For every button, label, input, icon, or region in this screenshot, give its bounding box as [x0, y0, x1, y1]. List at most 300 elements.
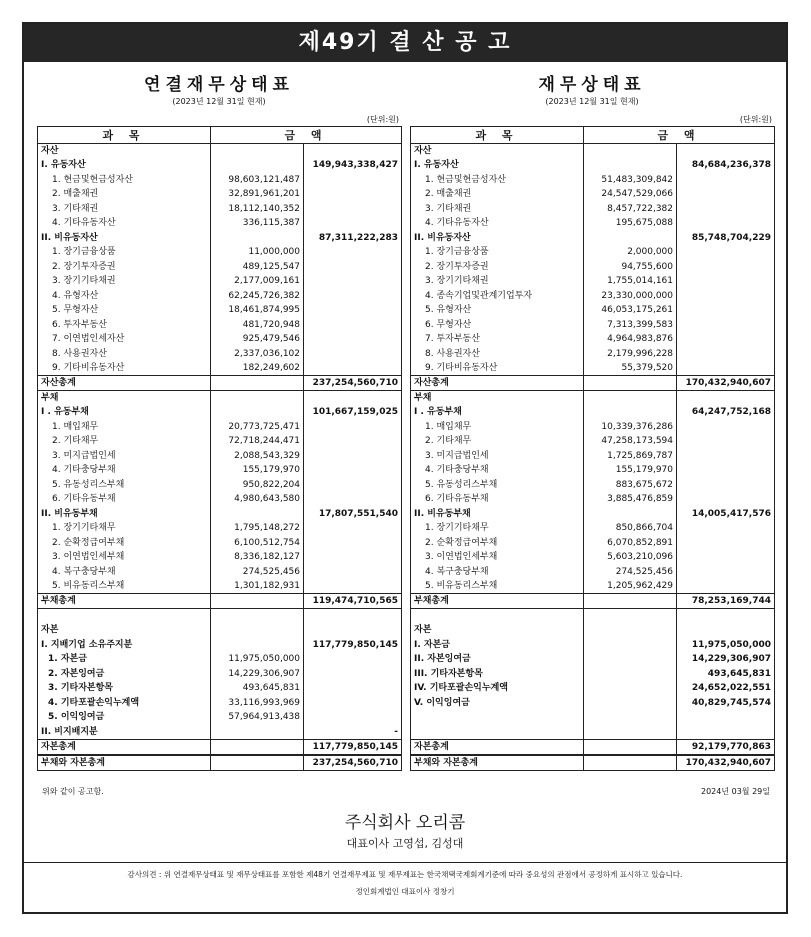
row-label: 자산총계: [411, 376, 584, 391]
row-total-amount: 170,432,940,607: [677, 376, 775, 391]
row-label: 5. 유동성리스부채: [411, 478, 584, 493]
table-header: [38, 127, 402, 144]
row-label: 1. 장기금융상품: [38, 245, 211, 260]
row-total-amount: [304, 144, 402, 159]
row-detail-amount: 18,112,140,352: [211, 202, 304, 217]
row-detail-amount: 336,115,387: [211, 216, 304, 231]
row-total-amount: [677, 173, 775, 188]
table-row: [411, 376, 775, 391]
row-label: II. 비유동자산: [38, 231, 211, 246]
row-label: 1. 장기금융상품: [411, 245, 584, 260]
row-total-amount: [304, 391, 402, 406]
row-detail-amount: 850,866,704: [584, 521, 677, 536]
row-total-amount: 78,253,169,744: [677, 594, 775, 609]
table-row: [38, 550, 402, 565]
row-label: II. 비지배지분: [38, 725, 211, 740]
row-total-amount: [677, 710, 775, 725]
row-label: II. 자본잉여금: [411, 652, 584, 667]
table-row: [38, 260, 402, 275]
balance-table: [410, 126, 775, 771]
row-detail-amount: 32,891,961,201: [211, 187, 304, 202]
row-total-amount: [677, 274, 775, 289]
row-total-amount: [304, 420, 402, 435]
row-label: [411, 725, 584, 740]
table-row: [38, 289, 402, 304]
row-label: 3. 장기기타채권: [38, 274, 211, 289]
row-label: I . 유동부채: [411, 405, 584, 420]
unit-label: (단위:원): [366, 115, 399, 124]
table-row: [38, 274, 402, 289]
row-label: 2. 매출채권: [38, 187, 211, 202]
row-detail-amount: [584, 594, 677, 609]
row-label: 부채와 자본총계: [38, 755, 211, 771]
table-row: [38, 347, 402, 362]
table-row: [38, 245, 402, 260]
row-label: 2. 순확정급여부채: [411, 536, 584, 551]
row-label: [411, 609, 584, 624]
row-label: 4. 종속기업및관계기업투자: [411, 289, 584, 304]
row-detail-amount: [211, 739, 304, 755]
row-detail-amount: [211, 158, 304, 173]
table-row: [38, 652, 402, 667]
row-total-amount: [304, 536, 402, 551]
table-row: [38, 565, 402, 580]
row-detail-amount: 925,479,546: [211, 332, 304, 347]
row-detail-amount: 3,885,476,859: [584, 492, 677, 507]
row-label: 6. 투자부동산: [38, 318, 211, 333]
row-detail-amount: [584, 667, 677, 682]
row-detail-amount: 7,313,399,583: [584, 318, 677, 333]
row-total-amount: [677, 187, 775, 202]
row-label: 3. 이연법인세부채: [411, 550, 584, 565]
row-total-amount: [677, 202, 775, 217]
row-total-amount: [677, 216, 775, 231]
row-total-amount: 14,229,306,907: [677, 652, 775, 667]
table-row: [411, 696, 775, 711]
row-detail-amount: 8,336,182,127: [211, 550, 304, 565]
section-title: 연결재무상태표: [144, 75, 294, 95]
row-total-amount: 85,748,704,229: [677, 231, 775, 246]
table-row: [411, 303, 775, 318]
row-label: 부채와 자본총계: [411, 755, 584, 771]
table-row: [38, 609, 402, 624]
row-total-amount: [304, 710, 402, 725]
row-detail-amount: [584, 652, 677, 667]
row-detail-amount: 23,330,000,000: [584, 289, 677, 304]
table-row: [411, 245, 775, 260]
row-label: 3. 기타자본항목: [38, 681, 211, 696]
row-detail-amount: [211, 594, 304, 609]
row-detail-amount: [211, 725, 304, 740]
row-detail-amount: [584, 144, 677, 159]
table-row: [38, 696, 402, 711]
balance-table: [37, 126, 402, 771]
row-total-amount: [677, 332, 775, 347]
row-label: 부채: [38, 391, 211, 406]
row-label: I. 자본금: [411, 638, 584, 653]
row-detail-amount: 98,603,121,487: [211, 173, 304, 188]
header-amount: 금 액: [584, 127, 775, 144]
row-detail-amount: 6,070,852,891: [584, 536, 677, 551]
section-date: (2023년 12월 31일 현재): [172, 97, 266, 106]
row-label: III. 기타자본항목: [411, 667, 584, 682]
table-row: [411, 202, 775, 217]
table-row: [38, 187, 402, 202]
row-detail-amount: 1,301,182,931: [211, 579, 304, 594]
row-total-amount: 117,779,850,145: [304, 638, 402, 653]
announcement-frame: [22, 22, 788, 914]
table-row: [411, 391, 775, 406]
table-row: [411, 420, 775, 435]
row-label: 5. 이익잉여금: [38, 710, 211, 725]
row-label: 8. 사용권자산: [411, 347, 584, 362]
row-detail-amount: [584, 609, 677, 624]
table-row: [411, 144, 775, 159]
row-label: 1. 현금및현금성자산: [38, 173, 211, 188]
table-row: [38, 318, 402, 333]
row-total-amount: [304, 173, 402, 188]
auditor-name: 정인회계법인 대표이사 정창기: [355, 887, 455, 896]
row-total-amount: 92,179,770,863: [677, 739, 775, 755]
row-label: 2. 매출채권: [411, 187, 584, 202]
row-label: 자산: [411, 144, 584, 159]
row-label: 4. 기타충당부채: [411, 463, 584, 478]
table-row: [38, 420, 402, 435]
row-total-amount: [677, 347, 775, 362]
row-total-amount: 14,005,417,576: [677, 507, 775, 522]
row-detail-amount: 274,525,456: [584, 565, 677, 580]
table-row: [411, 755, 775, 771]
row-detail-amount: 72,718,244,471: [211, 434, 304, 449]
table-row: [38, 376, 402, 391]
row-detail-amount: 883,675,672: [584, 478, 677, 493]
row-total-amount: [677, 463, 775, 478]
row-label: 4. 기타유동자산: [38, 216, 211, 231]
row-detail-amount: [584, 158, 677, 173]
table-row: [38, 681, 402, 696]
row-total-amount: [677, 725, 775, 740]
table-row: [411, 274, 775, 289]
table-row: [411, 187, 775, 202]
row-detail-amount: 155,179,970: [211, 463, 304, 478]
notice-text: 위와 같이 공고함.: [42, 787, 104, 796]
row-label: 자본: [38, 623, 211, 638]
row-detail-amount: 155,179,970: [584, 463, 677, 478]
row-detail-amount: [584, 725, 677, 740]
row-detail-amount: 11,975,050,000: [211, 652, 304, 667]
table-row: [38, 144, 402, 159]
table-row: [38, 594, 402, 609]
row-detail-amount: [211, 623, 304, 638]
table-row: [411, 289, 775, 304]
row-detail-amount: 4,964,983,876: [584, 332, 677, 347]
row-detail-amount: 20,773,725,471: [211, 420, 304, 435]
row-total-amount: 17,807,551,540: [304, 507, 402, 522]
row-label: 2. 자본잉여금: [38, 667, 211, 682]
table-row: [411, 594, 775, 609]
row-total-amount: [677, 318, 775, 333]
table-row: [38, 710, 402, 725]
row-label: [38, 609, 211, 624]
row-label: 9. 기타비유동자산: [411, 361, 584, 376]
table-row: [38, 449, 402, 464]
table-row: [38, 638, 402, 653]
row-detail-amount: [584, 638, 677, 653]
row-total-amount: [304, 347, 402, 362]
row-total-amount: [304, 478, 402, 493]
row-total-amount: [304, 434, 402, 449]
table-row: [38, 478, 402, 493]
row-total-amount: [304, 245, 402, 260]
row-label: [411, 710, 584, 725]
table-row: [38, 739, 402, 755]
row-detail-amount: [584, 376, 677, 391]
table-row: [411, 739, 775, 755]
table-row: [411, 609, 775, 624]
row-label: II. 비유동부채: [38, 507, 211, 522]
row-label: 3. 이연법인세부채: [38, 550, 211, 565]
row-label: 3. 기타채권: [38, 202, 211, 217]
table-row: [38, 507, 402, 522]
row-detail-amount: 18,461,874,995: [211, 303, 304, 318]
row-detail-amount: [211, 507, 304, 522]
row-label: 9. 기타비유동자산: [38, 361, 211, 376]
row-total-amount: 237,254,560,710: [304, 755, 402, 771]
row-total-amount: 117,779,850,145: [304, 739, 402, 755]
table-row: [38, 667, 402, 682]
row-label: I. 유동자산: [38, 158, 211, 173]
row-total-amount: [304, 463, 402, 478]
row-total-amount: [304, 579, 402, 594]
row-total-amount: [304, 260, 402, 275]
table-row: [411, 638, 775, 653]
table-row: [411, 725, 775, 740]
row-detail-amount: 55,379,520: [584, 361, 677, 376]
table-row: [411, 550, 775, 565]
row-total-amount: [677, 361, 775, 376]
row-total-amount: 149,943,338,427: [304, 158, 402, 173]
row-label: 5. 무형자산: [38, 303, 211, 318]
row-label: 3. 기타채권: [411, 202, 584, 217]
table-row: [411, 332, 775, 347]
row-total-amount: 11,975,050,000: [677, 638, 775, 653]
row-detail-amount: [211, 638, 304, 653]
row-total-amount: [304, 187, 402, 202]
table-row: [38, 216, 402, 231]
row-detail-amount: 2,177,009,161: [211, 274, 304, 289]
row-total-amount: 40,829,745,574: [677, 696, 775, 711]
table-row: [38, 332, 402, 347]
row-total-amount: 84,684,236,378: [677, 158, 775, 173]
row-total-amount: [677, 550, 775, 565]
section-title: 재무상태표: [538, 75, 646, 95]
table-row: [38, 536, 402, 551]
row-total-amount: [677, 420, 775, 435]
table-row: [38, 303, 402, 318]
row-label: 1. 매입채무: [38, 420, 211, 435]
table-row: [411, 158, 775, 173]
row-total-amount: [304, 449, 402, 464]
row-total-amount: 64,247,752,168: [677, 405, 775, 420]
row-total-amount: [304, 565, 402, 580]
row-detail-amount: 1,755,014,161: [584, 274, 677, 289]
row-label: 5. 비유동리스부채: [411, 579, 584, 594]
table-body: [411, 144, 775, 771]
row-label: 2. 순확정급여부채: [38, 536, 211, 551]
table-row: [411, 536, 775, 551]
row-label: 6. 무형자산: [411, 318, 584, 333]
row-label: I . 유동부채: [38, 405, 211, 420]
separate-balance-sheet: [410, 74, 774, 771]
row-detail-amount: [584, 739, 677, 755]
divider: [24, 862, 786, 863]
table-row: [411, 652, 775, 667]
row-label: I. 유동자산: [411, 158, 584, 173]
row-detail-amount: 493,645,831: [211, 681, 304, 696]
row-detail-amount: 10,339,376,286: [584, 420, 677, 435]
row-detail-amount: 14,229,306,907: [211, 667, 304, 682]
row-total-amount: [304, 667, 402, 682]
table-row: [411, 492, 775, 507]
table-row: [411, 710, 775, 725]
table-row: [411, 173, 775, 188]
row-detail-amount: [584, 681, 677, 696]
row-detail-amount: [211, 755, 304, 771]
row-label: V. 이익잉여금: [411, 696, 584, 711]
row-detail-amount: [584, 623, 677, 638]
row-total-amount: [677, 391, 775, 406]
row-label: 자산: [38, 144, 211, 159]
table-row: [38, 202, 402, 217]
row-label: 자본총계: [411, 739, 584, 755]
row-detail-amount: 62,245,726,382: [211, 289, 304, 304]
table-row: [411, 216, 775, 231]
row-label: 3. 장기기타채권: [411, 274, 584, 289]
row-total-amount: 119,474,710,565: [304, 594, 402, 609]
row-detail-amount: 1,205,962,429: [584, 579, 677, 594]
table-row: [38, 463, 402, 478]
table-row: [38, 623, 402, 638]
row-total-amount: 170,432,940,607: [677, 755, 775, 771]
row-detail-amount: [584, 405, 677, 420]
row-label: 8. 사용권자산: [38, 347, 211, 362]
row-detail-amount: 6,100,512,754: [211, 536, 304, 551]
row-total-amount: [677, 492, 775, 507]
unit-label: (단위:원): [739, 115, 772, 124]
table-row: [411, 347, 775, 362]
row-label: 1. 매입채무: [411, 420, 584, 435]
row-total-amount: [304, 289, 402, 304]
row-label: 2. 기타채무: [411, 434, 584, 449]
row-total-amount: [304, 550, 402, 565]
table-row: [411, 231, 775, 246]
row-label: 7. 이연법인세자산: [38, 332, 211, 347]
row-label: 부채총계: [411, 594, 584, 609]
row-label: 4. 기타유동자산: [411, 216, 584, 231]
row-label: 1. 현금및현금성자산: [411, 173, 584, 188]
table-row: [411, 521, 775, 536]
table-row: [411, 260, 775, 275]
table-row: [411, 405, 775, 420]
table-row: [38, 158, 402, 173]
row-label: 3. 미지급법인세: [411, 449, 584, 464]
table-row: [38, 579, 402, 594]
row-total-amount: [304, 609, 402, 624]
table-row: [411, 463, 775, 478]
row-total-amount: [677, 449, 775, 464]
table-row: [38, 521, 402, 536]
row-label: 6. 기타유동부채: [411, 492, 584, 507]
row-detail-amount: 481,720,948: [211, 318, 304, 333]
row-label: 4. 복구충당부채: [411, 565, 584, 580]
row-detail-amount: 2,000,000: [584, 245, 677, 260]
row-detail-amount: [211, 231, 304, 246]
row-detail-amount: [584, 507, 677, 522]
row-label: 6. 기타유동부채: [38, 492, 211, 507]
table-row: [411, 623, 775, 638]
row-label: 2. 장기투자증권: [38, 260, 211, 275]
row-detail-amount: [584, 231, 677, 246]
row-total-amount: [304, 318, 402, 333]
row-label: 1. 장기기타채무: [411, 521, 584, 536]
row-total-amount: [677, 245, 775, 260]
row-label: 2. 장기투자증권: [411, 260, 584, 275]
row-detail-amount: 950,822,204: [211, 478, 304, 493]
table-row: [38, 755, 402, 771]
row-total-amount: [304, 681, 402, 696]
row-label: 5. 유동성리스부채: [38, 478, 211, 493]
row-total-amount: 24,652,022,551: [677, 681, 775, 696]
table-row: [411, 434, 775, 449]
row-label: 5. 유형자산: [411, 303, 584, 318]
header-subject: 과 목: [411, 127, 584, 144]
table-row: [38, 492, 402, 507]
table-row: [38, 231, 402, 246]
row-total-amount: [677, 536, 775, 551]
row-total-amount: [677, 478, 775, 493]
section-date: (2023년 12월 31일 현재): [545, 97, 639, 106]
row-label: 자본: [411, 623, 584, 638]
row-detail-amount: 1,725,869,787: [584, 449, 677, 464]
row-total-amount: [304, 696, 402, 711]
row-total-amount: [677, 260, 775, 275]
table-row: [411, 318, 775, 333]
row-detail-amount: 2,179,996,228: [584, 347, 677, 362]
row-total-amount: [304, 274, 402, 289]
row-detail-amount: 195,675,088: [584, 216, 677, 231]
row-total-amount: [677, 579, 775, 594]
table-row: [411, 449, 775, 464]
table-row: [411, 579, 775, 594]
row-total-amount: [677, 565, 775, 580]
row-total-amount: [677, 303, 775, 318]
row-detail-amount: 51,483,309,842: [584, 173, 677, 188]
row-detail-amount: [211, 391, 304, 406]
row-label: 4. 기타충당부채: [38, 463, 211, 478]
row-detail-amount: 47,258,173,594: [584, 434, 677, 449]
row-label: 1. 자본금: [38, 652, 211, 667]
company-name: 주식회사 오리콤: [344, 813, 466, 833]
table-row: [38, 391, 402, 406]
row-detail-amount: 4,980,643,580: [211, 492, 304, 507]
row-detail-amount: [211, 376, 304, 391]
notice-date: 2024년 03월 29일: [701, 787, 770, 796]
table-row: [411, 681, 775, 696]
row-label: II. 비유동부채: [411, 507, 584, 522]
row-total-amount: [304, 332, 402, 347]
row-total-amount: [677, 521, 775, 536]
row-total-amount: [304, 202, 402, 217]
